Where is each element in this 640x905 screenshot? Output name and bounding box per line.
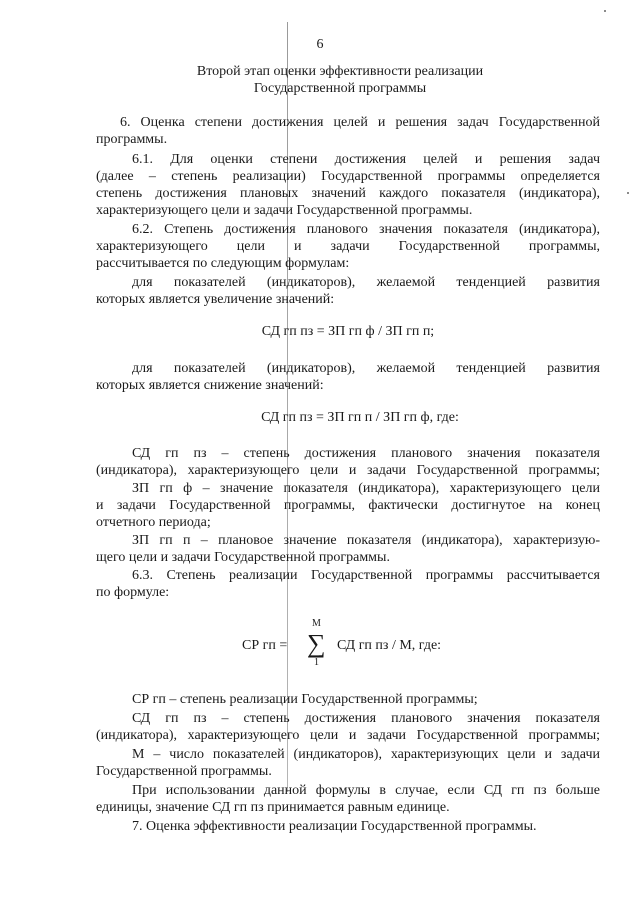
para-6-3-line-1: 6.3. Степень реализации Государственной программы рассчитывается: [132, 568, 600, 583]
para-6-1-line-3: степень достижения плановых значений каждого показателя (индикатора),: [96, 186, 600, 201]
para-6-line-1: 6. Оценка степени достижения целей и решения задач Государственной: [120, 115, 600, 130]
page-number: 6: [316, 37, 324, 52]
defs-1-line-5: отчетного периода;: [96, 515, 211, 530]
summation-upper-limit: М: [312, 618, 321, 629]
summation-lower-limit: 1: [314, 657, 319, 668]
para-6-2-line-5: которых является увеличение значений:: [96, 292, 335, 307]
heading-line-2: Государственной программы: [253, 81, 427, 96]
para-decrease-line-1: для показателей (индикаторов), желаемой тенденцией развития: [132, 361, 600, 376]
heading-line-1: Второй этап оценки эффективности реализации: [196, 64, 484, 79]
para-6-3-line-2: по формуле:: [96, 585, 170, 600]
defs-1-line-2: (индикатора), характеризующего цели и задачи Государственной программы;: [96, 463, 600, 478]
scan-speck: [627, 192, 629, 194]
para-6-1-line-1: 6.1. Для оценки степени достижения целей и решения задач: [132, 152, 600, 167]
defs-2-line-2: СД гп пз – степень достижения планового значения показателя: [132, 711, 600, 726]
defs-1-line-1: СД гп пз – степень достижения планового значения показателя: [132, 446, 600, 461]
para-6-line-2: программы.: [96, 132, 168, 147]
defs-1-line-4: и задачи Государственной программы, фактически достигнутое на конец: [96, 498, 600, 513]
para-6-1-line-4: характеризующего цели и задачи Государственной программы.: [96, 203, 473, 218]
scan-speck: [604, 10, 606, 12]
formula-decrease: СД гп пз = ЗП гп п / ЗП гп ф, где:: [261, 410, 459, 425]
defs-2-line-3: (индикатора), характеризующего цели и задачи Государственной программы;: [96, 728, 600, 743]
scan-artifact-line: [287, 22, 288, 792]
defs-1-line-6: ЗП гп п – плановое значение показателя (индикатора), характеризую-: [132, 533, 600, 548]
para-6-2-line-4: для показателей (индикаторов), желаемой тенденцией развития: [132, 275, 600, 290]
formula-increase: СД гп пз = ЗП гп ф / ЗП гп п;: [261, 324, 435, 339]
formula-summation-right: СД гп пз / М, где:: [337, 638, 442, 653]
defs-1-line-3: ЗП гп ф – значение показателя (индикатора), характеризующего цели: [132, 481, 600, 496]
defs-1-line-7: щего цели и задачи Государственной программы.: [96, 550, 390, 565]
para-6-1-line-2: (далее – степень реализации) Государственной программы определяется: [96, 169, 600, 184]
defs-2-line-1: СР гп – степень реализации Государственной программы;: [132, 692, 478, 707]
para-7: 7. Оценка эффективности реализации Государственной программы.: [132, 819, 537, 834]
defs-2-line-4: М – число показателей (индикаторов), характеризующих цели и задачи: [132, 747, 600, 762]
para-6-2-line-3: рассчитывается по следующим формулам:: [96, 256, 350, 271]
note-line-1: При использовании данной формулы в случае, если СД гп пз больше: [132, 783, 600, 798]
note-line-2: единицы, значение СД гп пз принимается равным единице.: [96, 800, 450, 815]
para-6-2-line-1: 6.2. Степень достижения планового значения показателя (индикатора),: [132, 222, 600, 237]
para-decrease-line-2: которых является снижение значений:: [96, 378, 324, 393]
defs-2-line-5: Государственной программы.: [96, 764, 272, 779]
formula-summation-left: СР гп =: [242, 638, 288, 653]
para-6-2-line-2: характеризующего цели и задачи Государственной программы,: [96, 239, 600, 254]
summation-sign: ∑: [307, 629, 326, 658]
